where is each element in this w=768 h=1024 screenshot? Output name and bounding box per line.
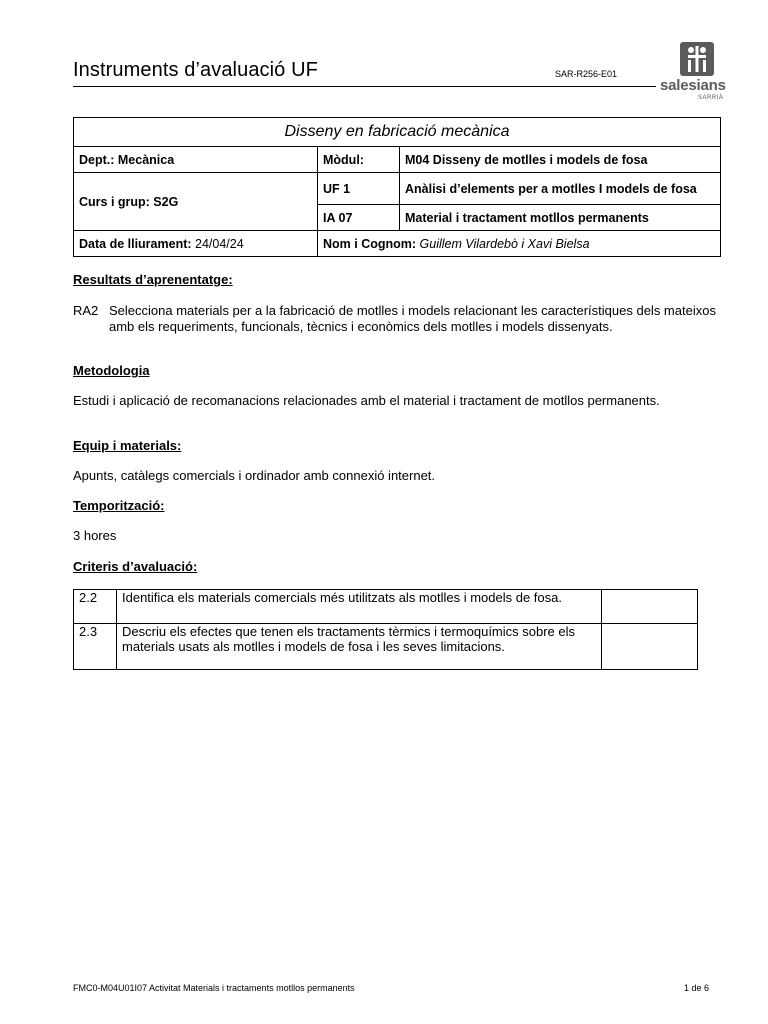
salesians-logo (656, 42, 736, 104)
nom-cell (318, 231, 721, 257)
footer-page-number: 1 de 6 (684, 983, 710, 993)
subject-title: Disseny en fabricació mecànica (74, 118, 721, 147)
temporitzacio-text: 3 hores (73, 528, 117, 543)
equip-text: Apunts, catàlegs comercials i ordinador amb connexió internet. (73, 468, 436, 483)
nom-label: Nom i Cognom: (323, 236, 417, 251)
logo-wordmark: salesians (660, 77, 726, 94)
nom-value: Guillem Vilardebò i Xavi Bielsa (419, 236, 590, 251)
criteri-mark (602, 624, 698, 670)
info-table (73, 117, 721, 257)
data-label: Data de lliurament: (79, 236, 192, 251)
metodologia-heading: Metodologia (73, 363, 150, 378)
ia-label: IA 07 (318, 205, 400, 231)
curs-cell: Curs i grup: S2G (74, 173, 318, 231)
logo-subtitle: SARRIÀ (698, 95, 724, 101)
criteri-text: Identifica els materials comercials més utilitzats als motlles i models de fosa. (117, 590, 602, 624)
document-title: Instruments d’avaluació UF (73, 59, 318, 81)
resultats-heading: Resultats d’aprenentatge: (73, 272, 233, 287)
criteri-num: 2.2 (74, 590, 117, 624)
criteri-row (74, 624, 698, 670)
uf-value: Anàlisi d’elements per a motlles I models de fosa (400, 173, 721, 205)
equip-heading: Equip i materials: (73, 438, 182, 453)
data-cell (74, 231, 318, 257)
header-rule (73, 86, 656, 87)
modul-value: M04 Disseny de motlles i models de fosa (400, 147, 721, 173)
criteri-text: Descriu els efectes que tenen els tractaments tèrmics i termoquímics sobre els materials usats als motlles i models de fosa i les seves limitacions. (117, 624, 602, 670)
criteri-mark (602, 590, 698, 624)
criteris-heading: Criteris d’avaluació: (73, 559, 198, 574)
criteris-table (73, 589, 698, 670)
criteri-num: 2.3 (74, 624, 117, 670)
criteri-row (74, 590, 698, 624)
dept-cell: Dept.: Mecànica (74, 147, 318, 173)
uf-label: UF 1 (318, 173, 400, 205)
temporitzacio-heading: Temporització: (73, 498, 165, 513)
ra-text: Selecciona materials per a la fabricació de motlles i models relacionant les característiques dels mateixos amb els requeriments, funcionals, tècnics i econòmics dels motlles i models dissenyats. (109, 303, 716, 334)
data-value: 24/04/24 (195, 236, 244, 251)
salesians-logo-icon (680, 42, 714, 76)
ra-code: RA2 (73, 303, 99, 318)
ia-value: Material i tractament motllos permanents (400, 205, 721, 231)
footer-document-id: FMC0-M04U01I07 Activitat Materials i tractaments motllos permanents (73, 983, 355, 993)
modul-label: Mòdul: (318, 147, 400, 173)
document-code: SAR-R256-E01 (555, 69, 618, 79)
metodologia-text: Estudi i aplicació de recomanacions relacionades amb el material i tractament de motllos permanents. (73, 393, 660, 408)
